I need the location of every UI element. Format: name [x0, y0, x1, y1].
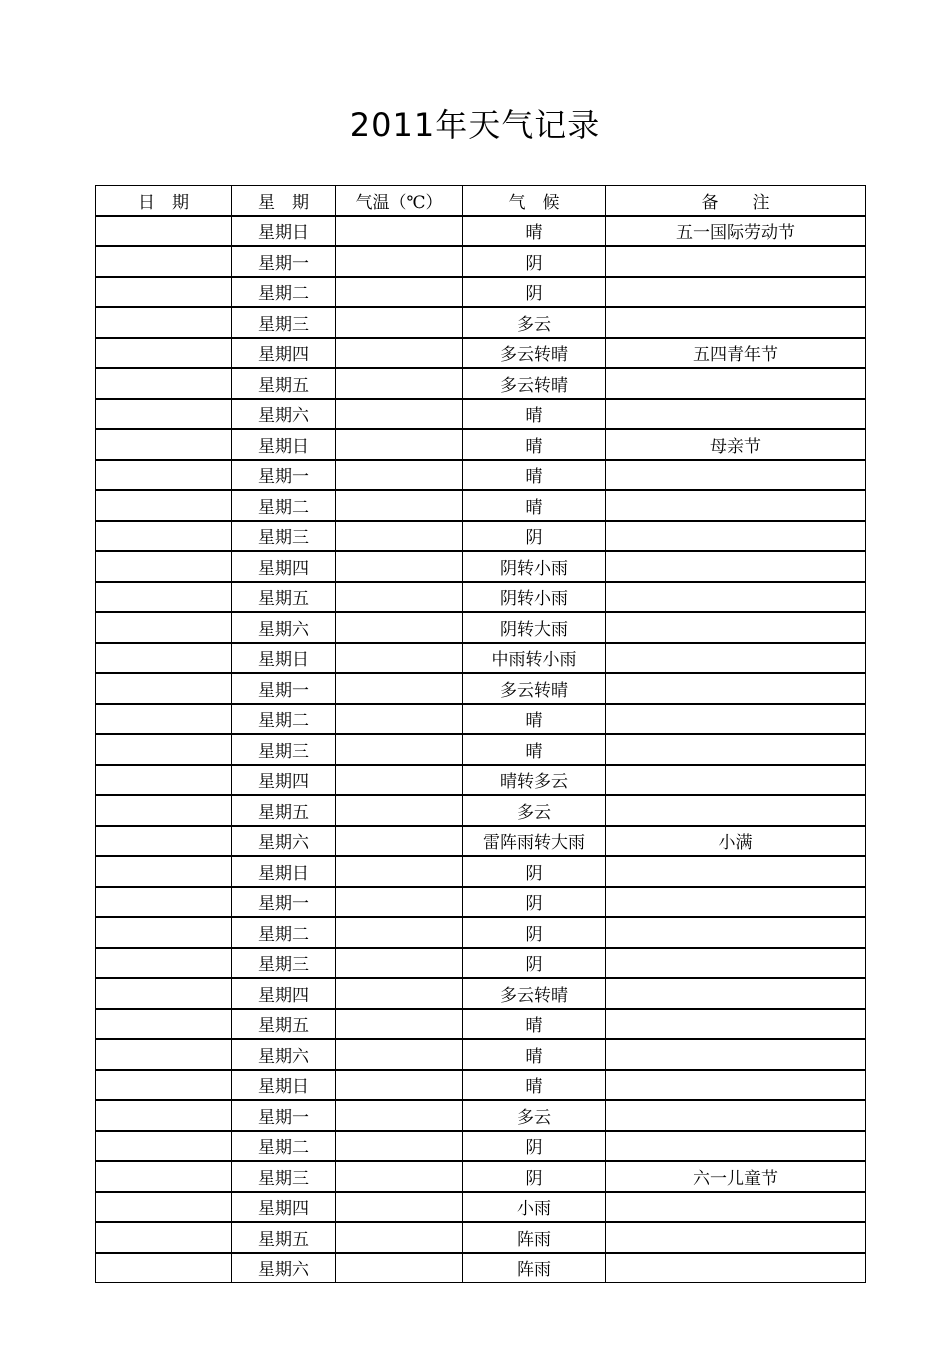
- date-cell: [96, 795, 232, 826]
- table-row: [96, 521, 866, 552]
- header-weekday: 星 期: [232, 186, 336, 216]
- weekday-cell: 星期六: [232, 1039, 336, 1070]
- weekday-cell: 星期日: [232, 429, 336, 460]
- temperature-cell: [336, 1009, 463, 1040]
- temperature-cell: [336, 917, 463, 948]
- weekday-cell: 星期六: [232, 612, 336, 643]
- weather-cell: 多云转晴: [463, 978, 606, 1009]
- weather-cell: 雷阵雨转大雨: [463, 826, 606, 857]
- temperature-cell: [336, 673, 463, 704]
- temperature-cell: [336, 734, 463, 765]
- table-row: [96, 368, 866, 399]
- notes-cell: [606, 277, 866, 308]
- date-cell: [96, 490, 232, 521]
- weather-cell: 晴: [463, 216, 606, 247]
- temperature-cell: [336, 338, 463, 369]
- temperature-cell: [336, 795, 463, 826]
- weekday-cell: 星期二: [232, 277, 336, 308]
- weather-cell: 阴: [463, 917, 606, 948]
- notes-cell: [606, 612, 866, 643]
- temperature-cell: [336, 399, 463, 430]
- temperature-cell: [336, 1161, 463, 1192]
- table-row: [96, 704, 866, 735]
- weather-table: [95, 185, 866, 1283]
- table-row: [96, 612, 866, 643]
- temperature-cell: [336, 1222, 463, 1253]
- weather-cell: 晴: [463, 460, 606, 491]
- temperature-cell: [336, 277, 463, 308]
- table-row: [96, 795, 866, 826]
- temperature-cell: [336, 948, 463, 979]
- date-cell: [96, 917, 232, 948]
- date-cell: [96, 582, 232, 613]
- weather-cell: 多云: [463, 795, 606, 826]
- notes-cell: 母亲节: [606, 429, 866, 460]
- notes-cell: [606, 887, 866, 918]
- notes-cell: [606, 734, 866, 765]
- table-row: [96, 1070, 866, 1101]
- notes-cell: 五四青年节: [606, 338, 866, 369]
- date-cell: [96, 460, 232, 491]
- weather-cell: 中雨转小雨: [463, 643, 606, 674]
- temperature-cell: [336, 643, 463, 674]
- weekday-cell: 星期二: [232, 704, 336, 735]
- weekday-cell: 星期三: [232, 948, 336, 979]
- notes-cell: [606, 1192, 866, 1223]
- weekday-cell: 星期五: [232, 1222, 336, 1253]
- weekday-cell: 星期一: [232, 887, 336, 918]
- date-cell: [96, 521, 232, 552]
- table-row: [96, 765, 866, 796]
- weather-cell: 阴转大雨: [463, 612, 606, 643]
- date-cell: [96, 765, 232, 796]
- weather-cell: 晴: [463, 734, 606, 765]
- weather-cell: 晴转多云: [463, 765, 606, 796]
- temperature-cell: [336, 856, 463, 887]
- weekday-cell: 星期三: [232, 521, 336, 552]
- table-row: [96, 490, 866, 521]
- weather-cell: 晴: [463, 1039, 606, 1070]
- table-row: [96, 277, 866, 308]
- weekday-cell: 星期六: [232, 1253, 336, 1283]
- table-row: [96, 1192, 866, 1223]
- date-cell: [96, 612, 232, 643]
- table-row: [96, 1222, 866, 1253]
- notes-cell: [606, 460, 866, 491]
- table-row: [96, 1161, 866, 1192]
- weekday-cell: 星期五: [232, 1009, 336, 1040]
- notes-cell: 五一国际劳动节: [606, 216, 866, 247]
- header-weather: 气 候: [463, 186, 606, 216]
- weekday-cell: 星期四: [232, 338, 336, 369]
- table-row: [96, 551, 866, 582]
- weather-cell: 阴: [463, 1161, 606, 1192]
- temperature-cell: [336, 246, 463, 277]
- date-cell: [96, 246, 232, 277]
- temperature-cell: [336, 429, 463, 460]
- notes-cell: [606, 246, 866, 277]
- weekday-cell: 星期四: [232, 765, 336, 796]
- temperature-cell: [336, 216, 463, 247]
- notes-cell: [606, 978, 866, 1009]
- table-row: [96, 978, 866, 1009]
- weather-cell: 晴: [463, 399, 606, 430]
- weather-cell: 阵雨: [463, 1222, 606, 1253]
- notes-cell: [606, 1039, 866, 1070]
- weekday-cell: 星期一: [232, 460, 336, 491]
- temperature-cell: [336, 1192, 463, 1223]
- table-header-row: [96, 186, 866, 216]
- date-cell: [96, 1009, 232, 1040]
- weekday-cell: 星期二: [232, 1131, 336, 1162]
- weather-cell: 阴: [463, 887, 606, 918]
- temperature-cell: [336, 1039, 463, 1070]
- weekday-cell: 星期三: [232, 734, 336, 765]
- weather-cell: 多云转晴: [463, 368, 606, 399]
- table-row: [96, 917, 866, 948]
- date-cell: [96, 734, 232, 765]
- weekday-cell: 星期五: [232, 582, 336, 613]
- date-cell: [96, 948, 232, 979]
- temperature-cell: [336, 460, 463, 491]
- weather-cell: 晴: [463, 704, 606, 735]
- weather-cell: 多云: [463, 307, 606, 338]
- table-row: [96, 1100, 866, 1131]
- date-cell: [96, 551, 232, 582]
- date-cell: [96, 978, 232, 1009]
- weekday-cell: 星期四: [232, 551, 336, 582]
- table-row: [96, 948, 866, 979]
- weather-cell: 阴: [463, 856, 606, 887]
- date-cell: [96, 1253, 232, 1283]
- weather-cell: 阴: [463, 948, 606, 979]
- header-temperature: 气温（℃）: [336, 186, 463, 216]
- notes-cell: [606, 917, 866, 948]
- weekday-cell: 星期日: [232, 216, 336, 247]
- notes-cell: [606, 1253, 866, 1283]
- notes-cell: [606, 582, 866, 613]
- weather-cell: 阴转小雨: [463, 582, 606, 613]
- notes-cell: [606, 704, 866, 735]
- notes-cell: [606, 643, 866, 674]
- notes-cell: [606, 765, 866, 796]
- weather-cell: 晴: [463, 490, 606, 521]
- weather-cell: 多云转晴: [463, 338, 606, 369]
- table-row: [96, 307, 866, 338]
- table-row: [96, 338, 866, 369]
- temperature-cell: [336, 612, 463, 643]
- notes-cell: [606, 673, 866, 704]
- date-cell: [96, 673, 232, 704]
- date-cell: [96, 429, 232, 460]
- date-cell: [96, 399, 232, 430]
- page-title: 2011年天气记录: [349, 106, 601, 144]
- temperature-cell: [336, 490, 463, 521]
- temperature-cell: [336, 887, 463, 918]
- date-cell: [96, 1039, 232, 1070]
- weather-cell: 阴: [463, 246, 606, 277]
- notes-cell: 六一儿童节: [606, 1161, 866, 1192]
- date-cell: [96, 307, 232, 338]
- weekday-cell: 星期六: [232, 399, 336, 430]
- weekday-cell: 星期日: [232, 856, 336, 887]
- weather-cell: 晴: [463, 1009, 606, 1040]
- table-row: [96, 216, 866, 247]
- weekday-cell: 星期日: [232, 1070, 336, 1101]
- weekday-cell: 星期一: [232, 246, 336, 277]
- table-row: [96, 673, 866, 704]
- date-cell: [96, 826, 232, 857]
- notes-cell: [606, 399, 866, 430]
- notes-cell: 小满: [606, 826, 866, 857]
- date-cell: [96, 1131, 232, 1162]
- table-row: [96, 246, 866, 277]
- temperature-cell: [336, 826, 463, 857]
- weekday-cell: 星期三: [232, 1161, 336, 1192]
- notes-cell: [606, 368, 866, 399]
- notes-cell: [606, 1070, 866, 1101]
- weather-cell: 阴: [463, 1131, 606, 1162]
- weekday-cell: 星期五: [232, 368, 336, 399]
- notes-cell: [606, 521, 866, 552]
- weekday-cell: 星期一: [232, 673, 336, 704]
- weather-cell: 阴: [463, 277, 606, 308]
- weekday-cell: 星期六: [232, 826, 336, 857]
- weekday-cell: 星期二: [232, 917, 336, 948]
- notes-cell: [606, 1100, 866, 1131]
- table-row: [96, 734, 866, 765]
- weekday-cell: 星期五: [232, 795, 336, 826]
- table-row: [96, 1039, 866, 1070]
- header-notes: 备 注: [606, 186, 866, 216]
- notes-cell: [606, 307, 866, 338]
- table-row: [96, 1009, 866, 1040]
- date-cell: [96, 1161, 232, 1192]
- table-row: [96, 460, 866, 491]
- date-cell: [96, 338, 232, 369]
- weekday-cell: 星期三: [232, 307, 336, 338]
- temperature-cell: [336, 307, 463, 338]
- weekday-cell: 星期四: [232, 1192, 336, 1223]
- weather-cell: 晴: [463, 1070, 606, 1101]
- weekday-cell: 星期日: [232, 643, 336, 674]
- temperature-cell: [336, 978, 463, 1009]
- temperature-cell: [336, 1100, 463, 1131]
- notes-cell: [606, 1222, 866, 1253]
- table-row: [96, 399, 866, 430]
- weather-cell: 多云转晴: [463, 673, 606, 704]
- notes-cell: [606, 1131, 866, 1162]
- notes-cell: [606, 856, 866, 887]
- date-cell: [96, 216, 232, 247]
- table-row: [96, 1131, 866, 1162]
- temperature-cell: [336, 368, 463, 399]
- weekday-cell: 星期一: [232, 1100, 336, 1131]
- temperature-cell: [336, 521, 463, 552]
- table-row: [96, 887, 866, 918]
- date-cell: [96, 643, 232, 674]
- weather-cell: 小雨: [463, 1192, 606, 1223]
- weather-cell: 阴: [463, 521, 606, 552]
- date-cell: [96, 1070, 232, 1101]
- table-row: [96, 582, 866, 613]
- temperature-cell: [336, 1253, 463, 1283]
- date-cell: [96, 887, 232, 918]
- temperature-cell: [336, 551, 463, 582]
- notes-cell: [606, 551, 866, 582]
- table-row: [96, 1253, 866, 1283]
- date-cell: [96, 277, 232, 308]
- date-cell: [96, 856, 232, 887]
- weather-cell: 阴转小雨: [463, 551, 606, 582]
- date-cell: [96, 368, 232, 399]
- notes-cell: [606, 490, 866, 521]
- weather-cell: 多云: [463, 1100, 606, 1131]
- weekday-cell: 星期二: [232, 490, 336, 521]
- temperature-cell: [336, 704, 463, 735]
- notes-cell: [606, 1009, 866, 1040]
- table-row: [96, 826, 866, 857]
- date-cell: [96, 1192, 232, 1223]
- temperature-cell: [336, 765, 463, 796]
- notes-cell: [606, 795, 866, 826]
- weekday-cell: 星期四: [232, 978, 336, 1009]
- weather-cell: 晴: [463, 429, 606, 460]
- notes-cell: [606, 948, 866, 979]
- table-row: [96, 856, 866, 887]
- temperature-cell: [336, 1070, 463, 1101]
- date-cell: [96, 704, 232, 735]
- header-date: 日 期: [96, 186, 232, 216]
- date-cell: [96, 1222, 232, 1253]
- weather-cell: 阵雨: [463, 1253, 606, 1283]
- table-row: [96, 429, 866, 460]
- temperature-cell: [336, 582, 463, 613]
- table-row: [96, 643, 866, 674]
- temperature-cell: [336, 1131, 463, 1162]
- date-cell: [96, 1100, 232, 1131]
